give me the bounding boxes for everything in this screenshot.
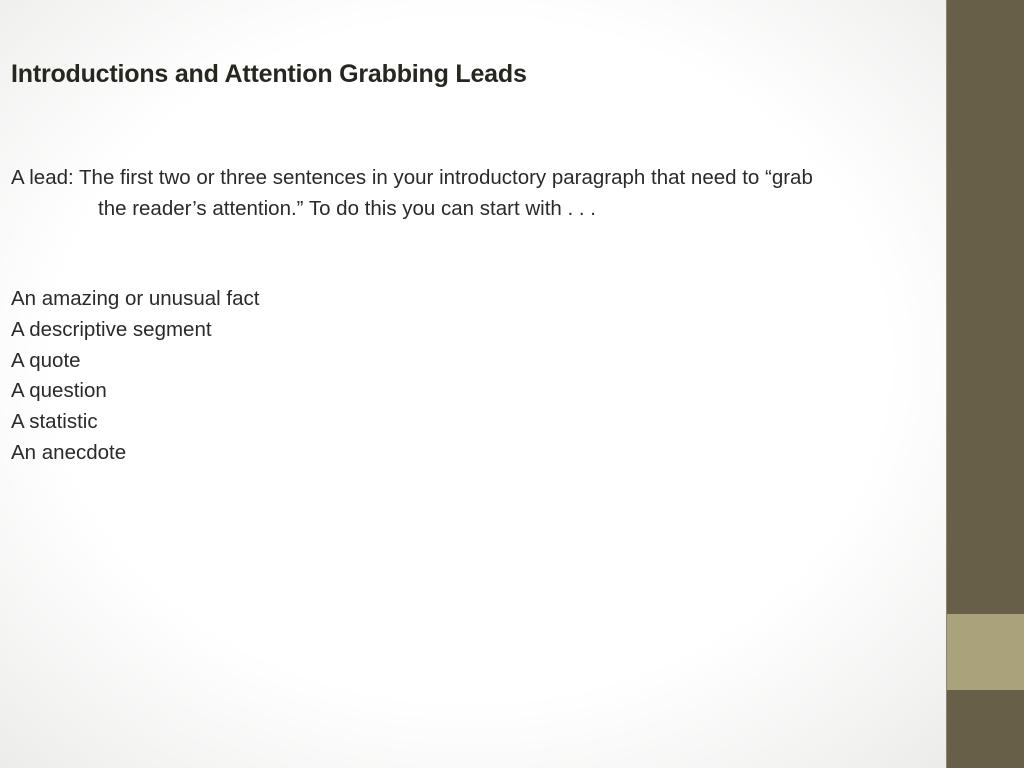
list-item: An amazing or unusual fact <box>11 287 260 310</box>
list-item: A statistic <box>11 410 98 434</box>
sidebar-accent-block <box>947 614 1024 690</box>
list-item: A question <box>11 379 107 403</box>
lead-line-2: the reader’s attention.” To do this you can start with . . . <box>98 197 596 220</box>
list-item: A quote <box>11 348 81 372</box>
list-item: A descriptive segment <box>11 317 212 341</box>
lead-line-1: A lead: The first two or three sentences in your introductory paragraph that need to “grab <box>11 166 813 189</box>
lead-types-list <box>11 284 259 469</box>
lead-paragraph <box>11 162 971 224</box>
slide-title: Introductions and Attention Grabbing Leads <box>11 60 527 88</box>
list-item: An anecdote <box>11 440 127 464</box>
